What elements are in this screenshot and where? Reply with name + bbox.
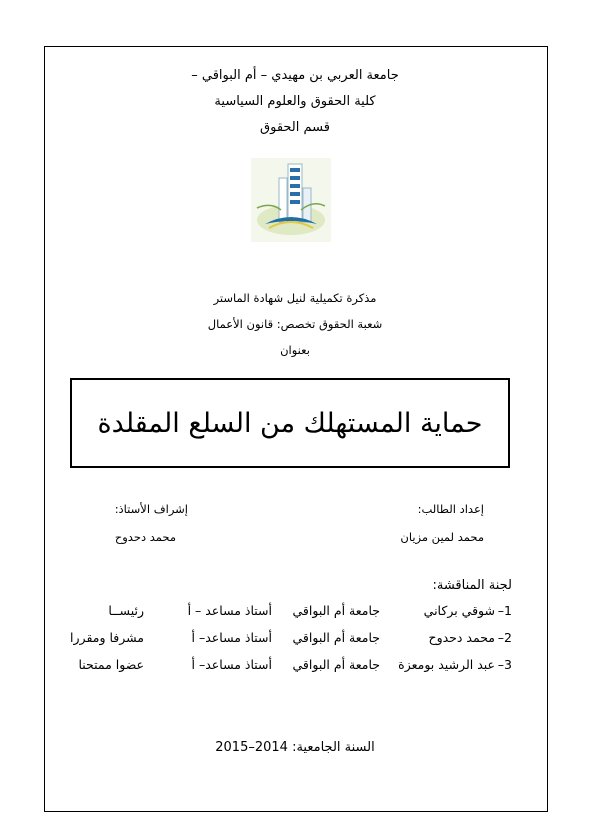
memo-line-1: مذكرة تكميلية لنيل شهادة الماستر — [213, 291, 377, 305]
supervisor-name: محمد دحدوح — [114, 530, 176, 544]
member-3-role: عضوا ممتحنا — [78, 657, 144, 672]
member-3-number: 3– — [497, 657, 512, 672]
department-name: قسم الحقوق — [260, 120, 330, 135]
member-3-rank: أستاذ مساعد– أ — [191, 657, 272, 672]
member-1-number: 1– — [497, 603, 512, 618]
member-1-role: رئيســا — [108, 603, 144, 618]
thesis-title: حماية المستهلك من السلع المقلدة — [97, 407, 483, 439]
academic-year: السنة الجامعية: 2014–2015 — [215, 740, 375, 755]
member-3-university: جامعة أم البواقي — [292, 657, 380, 672]
member-2-number: 2– — [497, 630, 512, 645]
university-name: جامعة العربي بن مهيدي – أم البواقي – — [191, 68, 399, 83]
faculty-name: كلية الحقوق والعلوم السياسية — [214, 94, 376, 109]
member-2-role: مشرفا ومقررا — [70, 630, 144, 645]
memo-line-2: شعبة الحقوق تخصص: قانون الأعمال — [207, 317, 383, 331]
memo-line-3: بعنوان — [280, 343, 310, 357]
member-2-university: جامعة أم البواقي — [292, 630, 380, 645]
supervisor-label: إشراف الأستاذ: — [114, 502, 188, 516]
student-name: محمد لمين مزيان — [400, 530, 484, 544]
member-2-name: محمد دحدوح — [428, 630, 495, 645]
student-label: إعداد الطالب: — [417, 502, 484, 516]
member-1-university: جامعة أم البواقي — [292, 603, 380, 618]
member-1-name: شوقي بركاني — [423, 603, 495, 618]
university-logo-icon — [251, 158, 331, 242]
member-1-rank: أستاذ مساعد – أ — [187, 603, 272, 618]
thesis-title-box — [70, 378, 510, 468]
member-3-name: عبد الرشيد بومعزة — [398, 657, 495, 672]
member-2-rank: أستاذ مساعد– أ — [191, 630, 272, 645]
committee-label: لجنة المناقشة: — [432, 578, 512, 593]
